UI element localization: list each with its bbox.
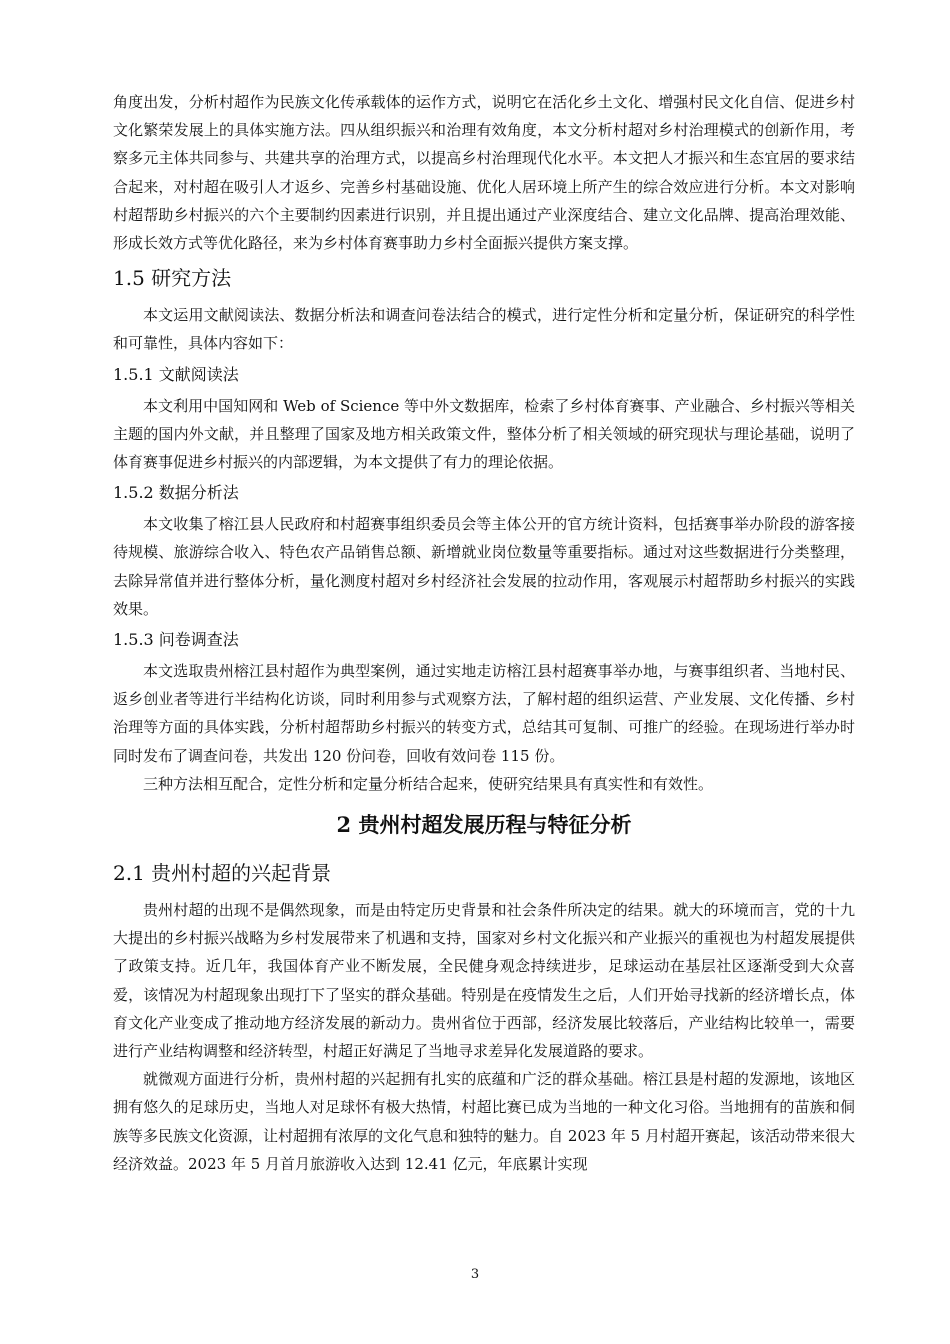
subsection-heading-1-5-2: 1.5.2 数据分析法 xyxy=(113,483,239,503)
subsection-1-5-2-text: 本文收集了榕江县人民政府和村超赛事组织委员会等主体公开的官方统计资料，包括赛事举办阶段的游客接待规模、旅游综合收入、特色农产品销售总额、新增就业岗位数量等重要指标。通过对这些数据进行分类整理，去除异常值并进行整体分析，量化测度村超对乡村经济社会发展的拉动作用，客观展示村超帮助乡村振兴的实践效果。 xyxy=(113,515,855,618)
section-1-5-conclusion: 三种方法相互配合，定性分析和定量分析结合起来，使研究结果具有真实性和有效性。 xyxy=(143,774,714,793)
section-heading-2-1: 2.1 贵州村超的兴起背景 xyxy=(113,861,332,886)
section-2-1-paragraph-1: 贵州村超的出现不是偶然现象，而是由特定历史背景和社会条件所决定的结果。就大的环境而言，党的十九大提出的乡村振兴战略为乡村发展带来了机遇和支持，国家对乡村文化振兴和产业振兴的重视也为村超发展提供了政策支持。近几年，我国体育产业不断发展，全民健身观念持续进步，足球运动在基层社区逐渐受到大众喜爱，该情况为村超现象出现打下了坚实的群众基础。特别是在疫情发生之后，人们开始寻找新的经济增长点，体育文化产业变成了推动地方经济发展的新动力。贵州省位于西部，经济发展比较落后，产业结构比较单一，需要进行产业结构调整和经济转型，村超正好满足了当地寻求差异化发展道路的要求。 xyxy=(113,901,855,1061)
section-1-5-intro: 本文运用文献阅读法、数据分析法和调查问卷法结合的模式，进行定性分析和定量分析，保证研究的科学性和可靠性，具体内容如下： xyxy=(113,306,855,353)
intro-paragraph: 角度出发，分析村超作为民族文化传承载体的运作方式，说明它在活化乡土文化、增强村民文化自信、促进乡村文化繁荣发展上的具体实施方法。四从组织振兴和治理有效角度，本文分析村超对乡村治理模式的创新作用，考察多元主体共同参与、共建共享的治理方式，以提高乡村治理现代化水平。本文把人才振兴和生态宜居的要求结合起来，对村超在吸引人才返乡、完善乡村基础设施、优化人居环境上所产生的综合效应进行分析。本文对影响村超帮助乡村振兴的六个主要制约因素进行识别，并且提出通过产业深度结合、建立文化品牌、提高治理效能、形成长效方式等优化路径，来为乡村体育赛事助力乡村全面振兴提供方案支撑。 xyxy=(113,93,855,253)
subsection-1-5-1-text: 本文利用中国知网和 Web of Science 等中外文数据库，检索了乡村体育赛事、产业融合、乡村振兴等相关主题的国内外文献，并且整理了国家及地方相关政策文件，整体分析了相关领域的研究现状与理论基础，说明了体育赛事促进乡村振兴的内部逻辑，为本文提供了有力的理论依据。 xyxy=(113,396,855,472)
section-2-1-paragraph-2: 就微观方面进行分析，贵州村超的兴起拥有扎实的底蕴和广泛的群众基础。榕江县是村超的发源地，该地区拥有悠久的足球历史，当地人对足球怀有极大热情，村超比赛已成为当地的一种文化习俗。当地拥有的苗族和侗族等多民族文化资源，让村超拥有浓厚的文化气息和独特的魅力。自 2023 年 5 月村超开赛起，该活动带来很大经济效益。2023 年 5 月首月旅游收入达到 12.41 亿元，年底累计实现 xyxy=(113,1070,855,1173)
subsection-heading-1-5-3: 1.5.3 问卷调查法 xyxy=(113,630,239,650)
subsection-1-5-3-text: 本文选取贵州榕江县村超作为典型案例，通过实地走访榕江县村超赛事举办地，与赛事组织者、当地村民、返乡创业者等进行半结构化访谈，同时利用参与式观察方法，了解村超的组织运营、产业发展、文化传播、乡村治理等方面的具体实践，分析村超帮助乡村振兴的转变方式，总结其可复制、可推广的经验。在现场进行举办时同时发布了调查问卷，共发出 120 份问卷，回收有效问卷 115 份。 xyxy=(113,662,855,765)
section-heading-1-5: 1.5 研究方法 xyxy=(113,266,232,291)
document-body xyxy=(113,88,855,1178)
subsection-heading-1-5-1: 1.5.1 文献阅读法 xyxy=(113,364,239,384)
chapter-heading-2: 2 贵州村超发展历程与特征分析 xyxy=(336,812,632,838)
page-number: 3 xyxy=(470,1267,480,1282)
